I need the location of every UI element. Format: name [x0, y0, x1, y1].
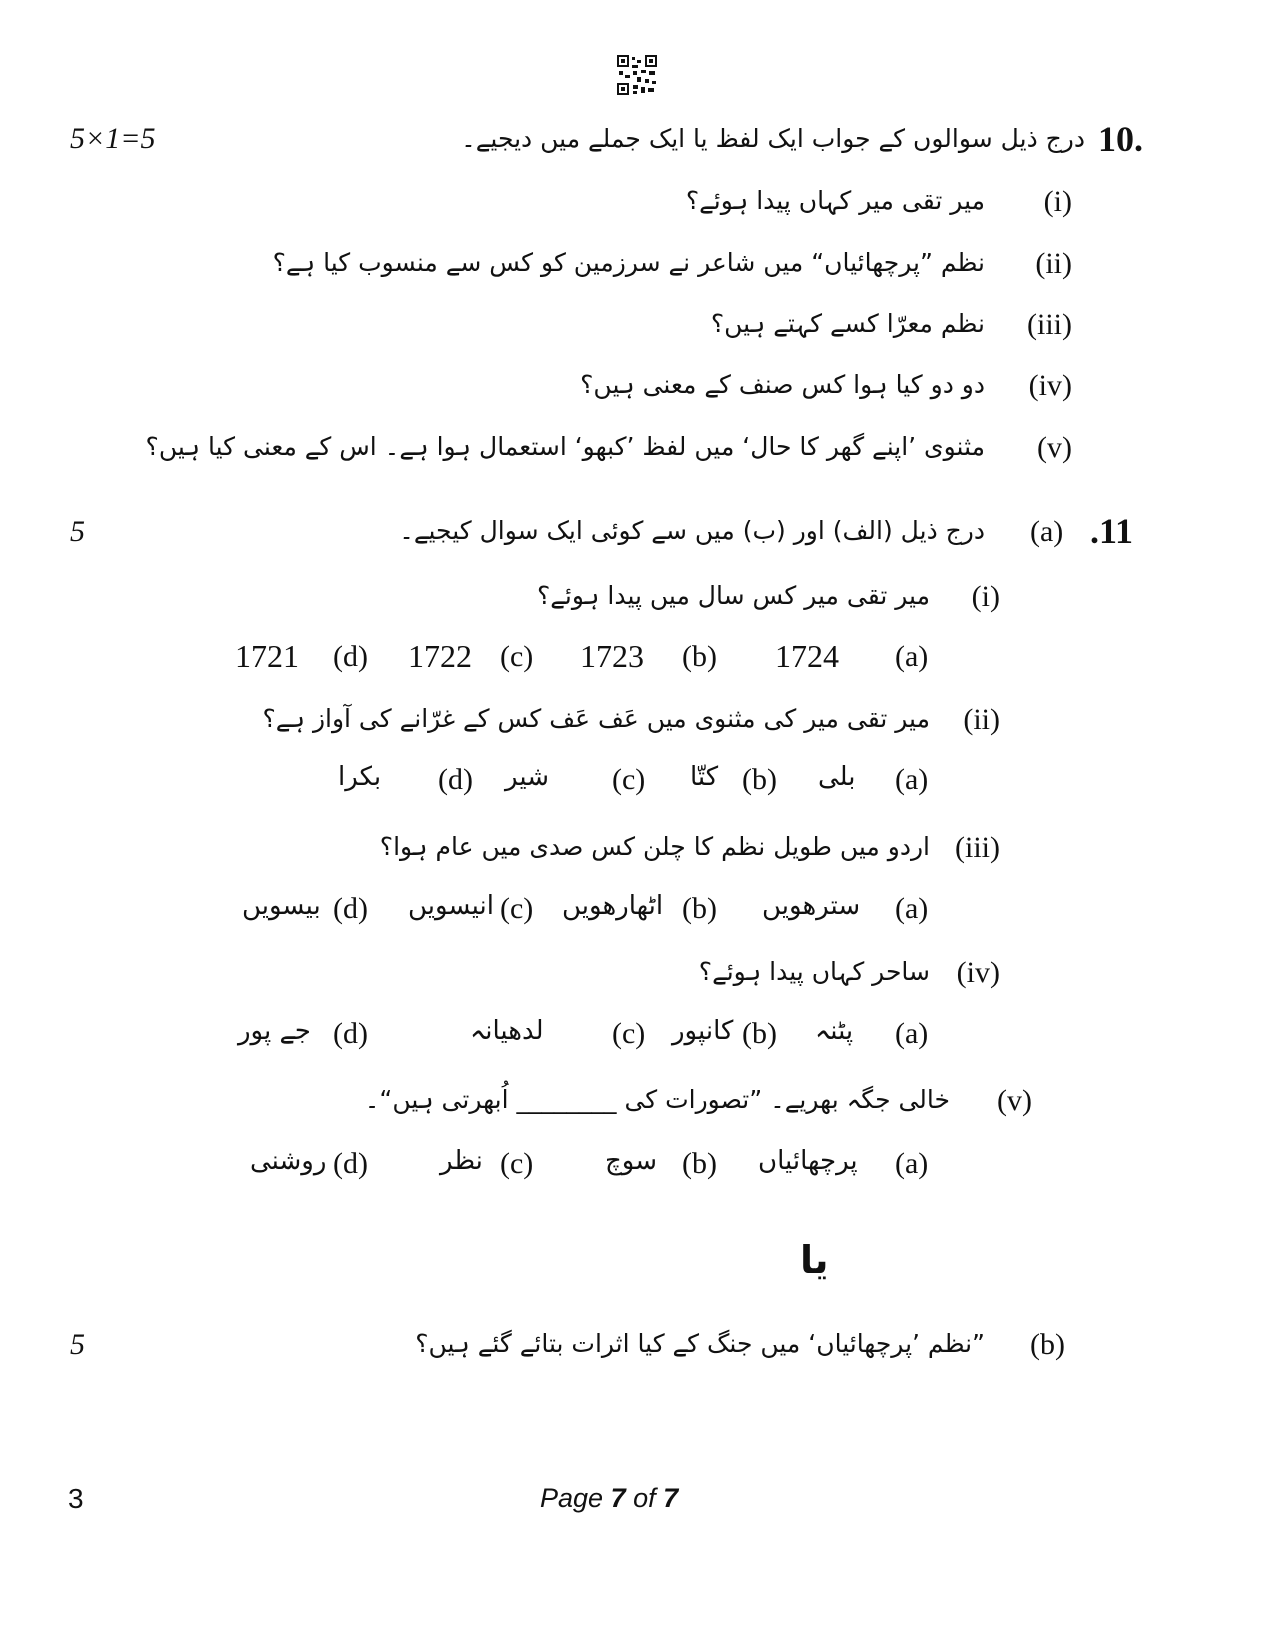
mcq-question: خالی جگہ بھریے۔ ”تصورات کی ________ اُبھرتی ہیں“۔ — [364, 1085, 950, 1114]
option-label: (a) — [895, 892, 929, 925]
q11-part-a-marks: 5 — [70, 515, 85, 548]
page-prefix: Page — [540, 1483, 611, 1513]
option-label: (b) — [682, 640, 717, 673]
option-text: جے پور — [238, 1016, 311, 1046]
mcq-question: میر تقی میر کس سال میں پیدا ہوئے؟ — [536, 581, 930, 610]
page-current: 7 — [610, 1483, 626, 1513]
option-text: سترھویں — [762, 891, 861, 921]
mcq-question: ساحر کہاں پیدا ہوئے؟ — [698, 957, 930, 986]
option-text: سوچ — [605, 1146, 657, 1176]
page-total: 7 — [663, 1483, 679, 1513]
option-label: (d) — [333, 640, 368, 673]
paper-code: 3 — [68, 1483, 84, 1514]
option-text: کتّا — [690, 762, 719, 792]
page-number — [540, 1483, 678, 1514]
option-text: شیر — [505, 762, 549, 792]
option-text: لدھیانہ — [470, 1016, 544, 1046]
option-text: پٹنہ — [815, 1016, 854, 1046]
option-label: (b) — [682, 892, 717, 925]
option-label: (a) — [895, 1147, 929, 1180]
mcq-label: (iii) — [955, 831, 1000, 864]
option-label: (d) — [333, 1147, 368, 1180]
mcq-question: میر تقی میر کی مثنوی میں عَف عَف کس کے غرّانے کی آواز ہے؟ — [262, 704, 930, 733]
option-text: پرچھائیاں — [758, 1146, 858, 1176]
option-text: روشنی — [250, 1146, 327, 1176]
q10-item-label: (v) — [1037, 431, 1072, 464]
mcq-label: (v) — [997, 1084, 1032, 1117]
q10-item-text: دو دو کیا ہوا کس صنف کے معنی ہیں؟ — [580, 370, 985, 399]
option-text: بیسویں — [242, 891, 321, 921]
option-label: (c) — [500, 892, 534, 925]
q11-part-b-question: ”نظم ’پرچھائیاں‘ میں جنگ کے کیا اثرات بتائے گئے ہیں؟ — [415, 1329, 985, 1358]
option-label: (a) — [895, 640, 929, 673]
mcq-question: اردو میں طویل نظم کا چلن کس صدی میں عام ہوا؟ — [379, 832, 930, 861]
option-label: (d) — [333, 1017, 368, 1050]
option-text: نظر — [440, 1146, 483, 1176]
option-label: (d) — [333, 892, 368, 925]
option-label: (b) — [682, 1147, 717, 1180]
option-label: (c) — [612, 763, 646, 796]
option-text: 1724 — [775, 638, 839, 674]
option-text: 1721 — [235, 638, 299, 674]
mcq-label: (iv) — [956, 956, 1000, 989]
q10-item-label: (iii) — [1027, 308, 1072, 341]
option-label: (b) — [742, 763, 777, 796]
q11-part-b-label: (b) — [1030, 1328, 1065, 1361]
option-text: اٹھارھویں — [562, 891, 664, 921]
q10-item-label: (iv) — [1028, 369, 1072, 402]
option-label: (a) — [895, 763, 929, 796]
option-label: (c) — [500, 1147, 534, 1180]
option-text: 1722 — [408, 638, 472, 674]
option-text: بلی — [818, 762, 856, 792]
option-label: (b) — [742, 1017, 777, 1050]
option-text: کانپور — [672, 1016, 734, 1046]
option-label: (a) — [895, 1017, 929, 1050]
q10-item-label: (ii) — [1035, 247, 1072, 280]
q10-item-text: مثنوی ’اپنے گھر کا حال‘ میں لفظ ’کبھو‘ استعمال ہوا ہے۔ اس کے معنی کیا ہیں؟ — [145, 432, 985, 461]
q10-item-text: نظم ”پرچھائیاں“ میں شاعر نے سرزمین کو کس سے منسوب کیا ہے؟ — [272, 248, 985, 277]
mcq-label: (ii) — [963, 703, 1000, 736]
q11-number: .11 — [1090, 511, 1134, 551]
q10-instruction: درج ذیل سوالوں کے جواب ایک لفظ یا ایک جملے میں دیجیے۔ — [461, 124, 1085, 153]
mcq-label: (i) — [971, 580, 1000, 613]
option-text: بکرا — [338, 762, 382, 792]
q10-item-label: (i) — [1043, 185, 1072, 218]
option-label: (c) — [612, 1017, 646, 1050]
option-label: (d) — [438, 763, 473, 796]
option-text: انیسویں — [408, 891, 494, 921]
page-mid: of — [625, 1483, 664, 1513]
option-label: (c) — [500, 640, 534, 673]
q11-part-b-marks: 5 — [70, 1328, 85, 1361]
q11-part-a-label: (a) — [1030, 515, 1064, 548]
or-separator: یا — [800, 1238, 829, 1282]
q10-marks: 5×1=5 — [70, 122, 156, 155]
q10-item-text: میر تقی میر کہاں پیدا ہوئے؟ — [685, 186, 985, 215]
q10-item-text: نظم معرّا کسے کہتے ہیں؟ — [710, 309, 985, 338]
qr-code — [617, 55, 657, 95]
q10-number: 10. — [1098, 119, 1143, 159]
option-text: 1723 — [580, 638, 644, 674]
q11-instruction: درج ذیل (الف) اور (ب) میں سے کوئی ایک سوال کیجیے۔ — [399, 516, 985, 545]
